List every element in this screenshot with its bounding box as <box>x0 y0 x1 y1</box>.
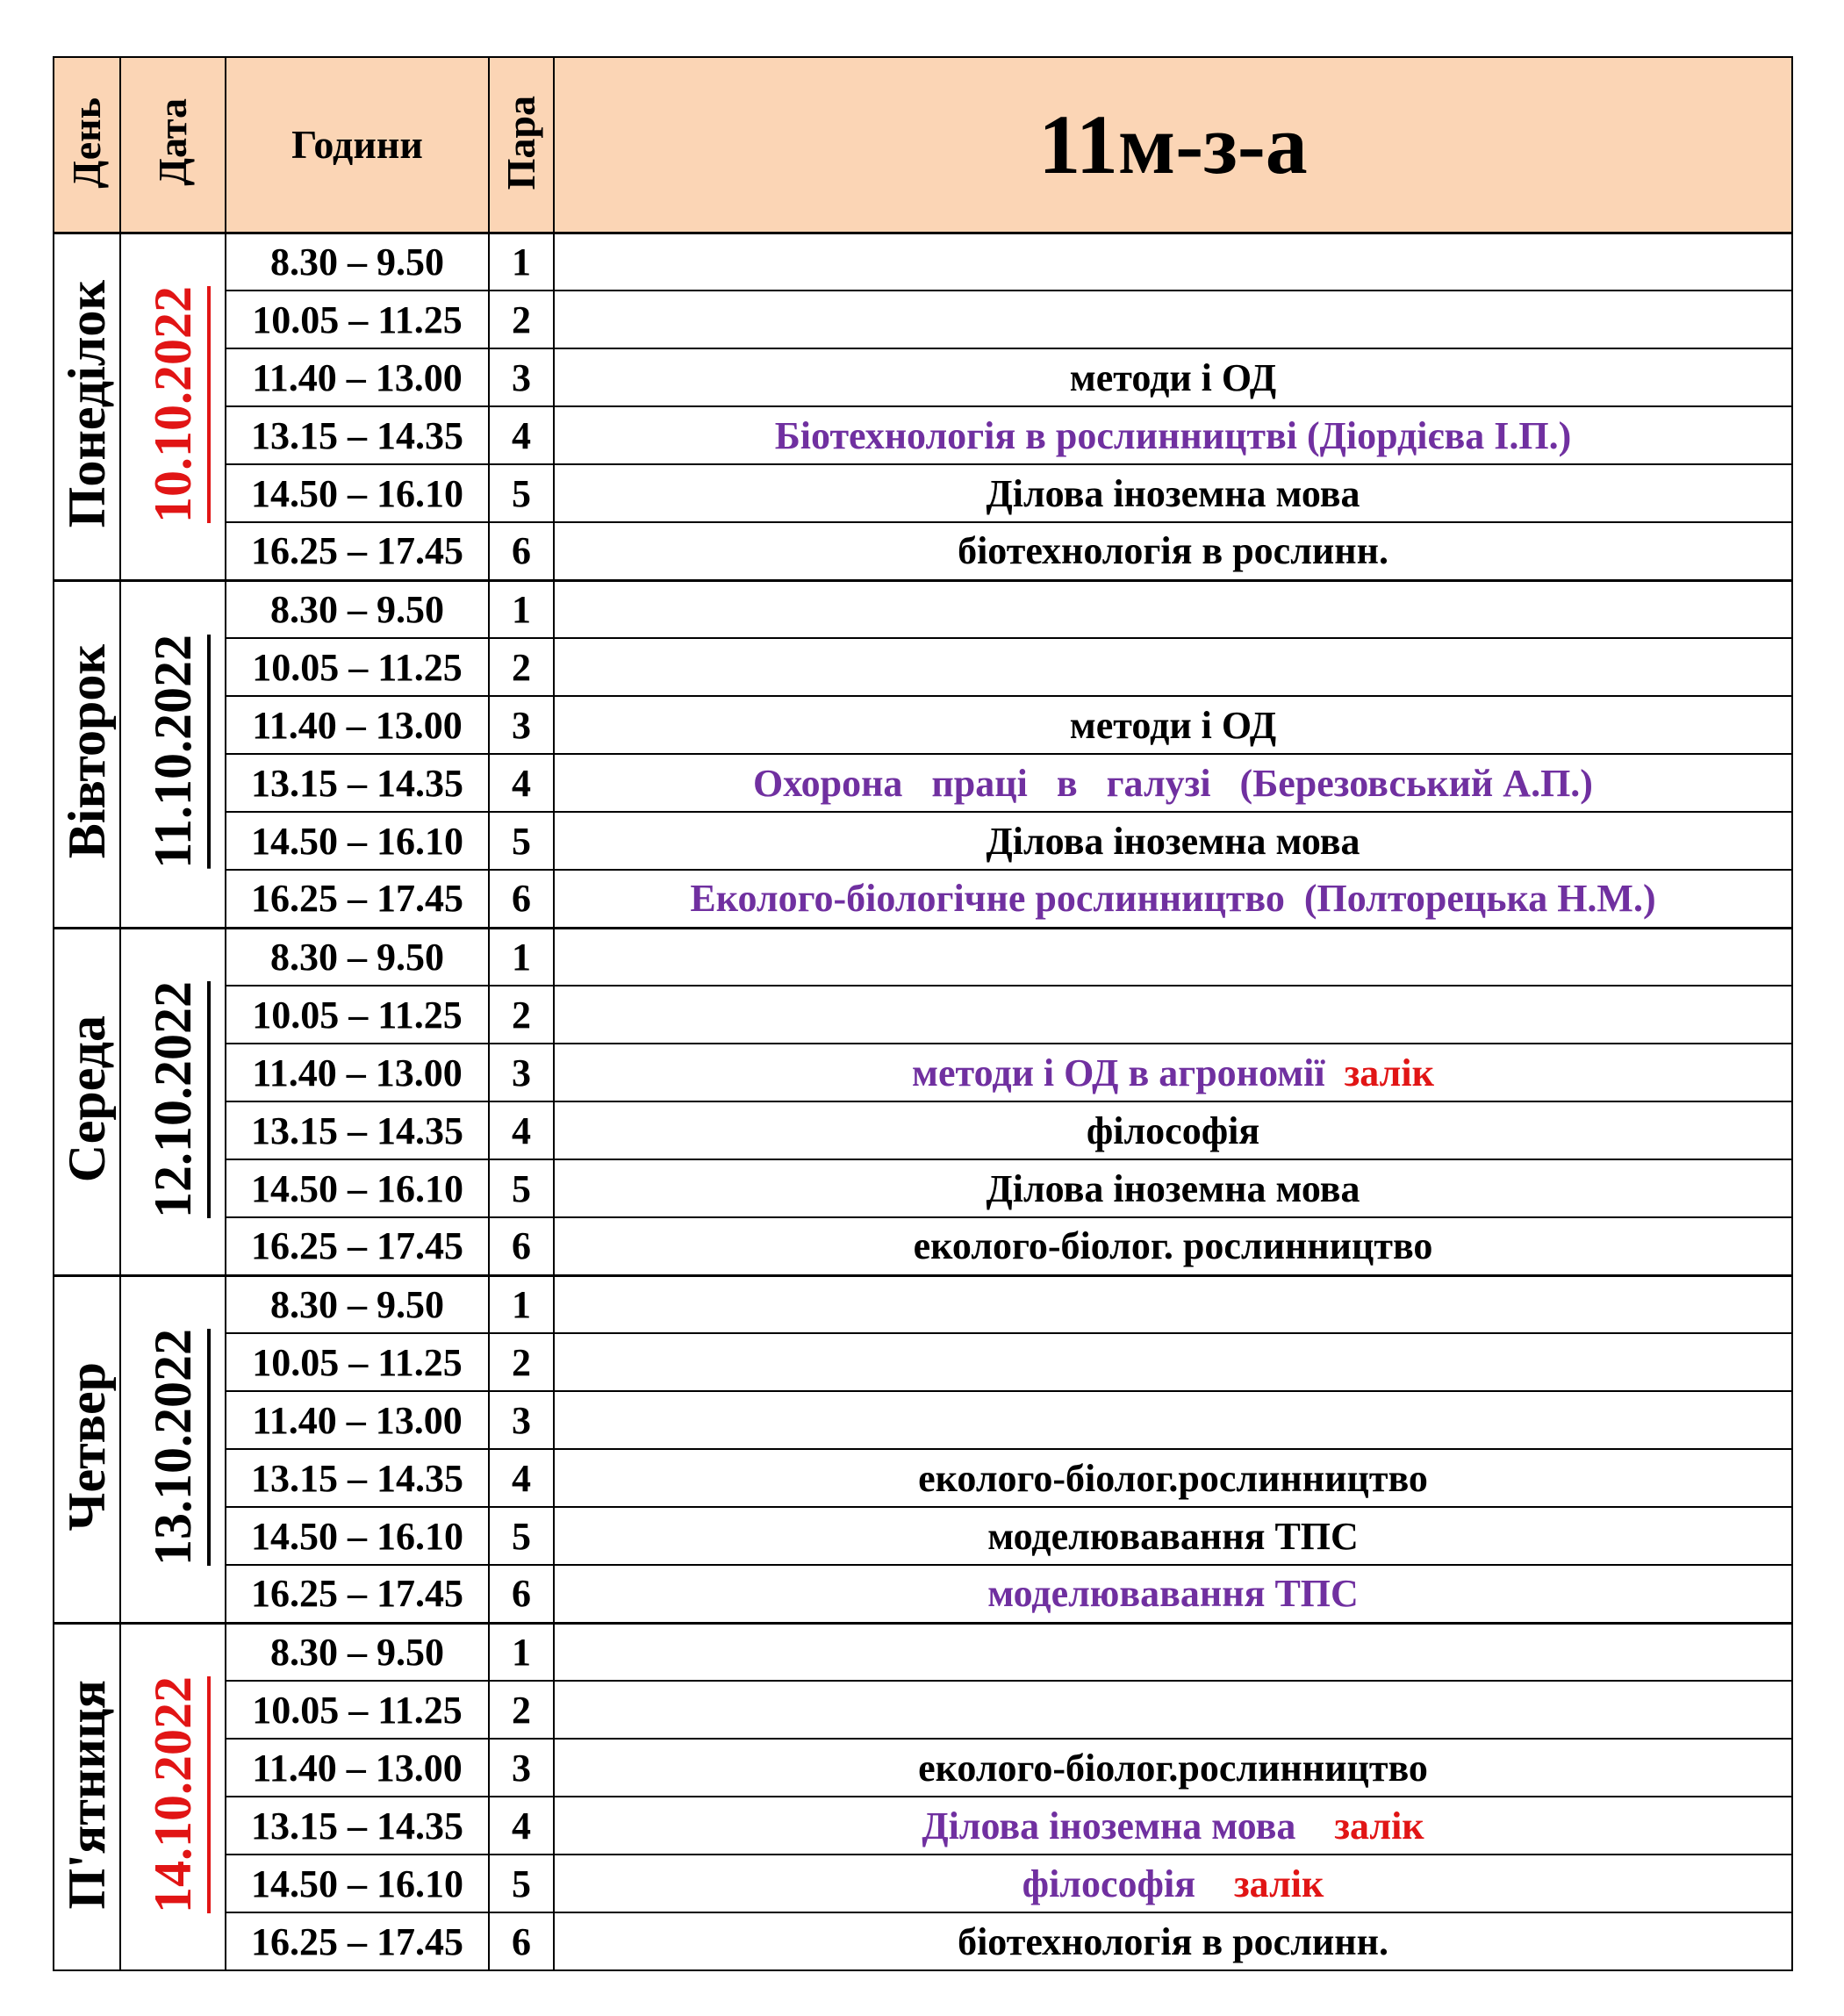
lesson-row <box>54 1101 1792 1159</box>
lesson-row <box>54 1391 1792 1449</box>
lesson-time: 13.15 – 14.35 <box>226 754 489 812</box>
lesson-time: 11.40 – 13.00 <box>226 1044 489 1101</box>
lesson-time: 14.50 – 16.10 <box>226 1855 489 1912</box>
date-text: 13.10.2022 <box>144 1328 202 1566</box>
lesson-pair-number: 2 <box>489 638 554 696</box>
lesson-row <box>54 406 1792 464</box>
lesson-subject <box>554 233 1792 291</box>
lesson-subject <box>554 291 1792 348</box>
lesson-time: 8.30 – 9.50 <box>226 1275 489 1333</box>
day-cell <box>54 580 120 928</box>
subject-text: методи і ОД <box>1069 703 1277 747</box>
lesson-time: 10.05 – 11.25 <box>226 1681 489 1739</box>
subject-text: еколого-біолог.рослинництво <box>918 1456 1428 1500</box>
lesson-time: 10.05 – 11.25 <box>226 986 489 1044</box>
lesson-time: 16.25 – 17.45 <box>226 1565 489 1623</box>
lesson-subject <box>554 1681 1792 1739</box>
lesson-pair-number: 4 <box>489 754 554 812</box>
lesson-row <box>54 1217 1792 1275</box>
lesson-subject <box>554 1507 1792 1565</box>
lesson-subject <box>554 928 1792 986</box>
subject-text: Біотехнологія в рослинництві (Діордієва І.П.) <box>774 413 1572 457</box>
lesson-pair-number: 2 <box>489 986 554 1044</box>
lesson-time: 16.25 – 17.45 <box>226 870 489 928</box>
lesson-subject <box>554 522 1792 580</box>
lesson-subject <box>554 1101 1792 1159</box>
lesson-row <box>54 1449 1792 1507</box>
lesson-time: 8.30 – 9.50 <box>226 928 489 986</box>
header-date <box>120 57 226 233</box>
subject-text: еколого-біолог. рослинництво <box>913 1224 1433 1268</box>
lesson-row <box>54 1333 1792 1391</box>
lesson-time: 14.50 – 16.10 <box>226 812 489 870</box>
lesson-time: 16.25 – 17.45 <box>226 1912 489 1970</box>
lesson-row <box>54 696 1792 754</box>
lesson-row <box>54 464 1792 522</box>
lesson-subject <box>554 1797 1792 1855</box>
day-cell <box>54 1275 120 1623</box>
day-cell <box>54 1623 120 1970</box>
lesson-subject <box>554 464 1792 522</box>
lesson-row <box>54 1912 1792 1970</box>
lesson-subject <box>554 1391 1792 1449</box>
lesson-pair-number: 5 <box>489 464 554 522</box>
lesson-time: 13.15 – 14.35 <box>226 406 489 464</box>
lesson-time: 8.30 – 9.50 <box>226 1623 489 1681</box>
day-name: П'ятниця <box>58 1680 116 1910</box>
lesson-pair-number: 4 <box>489 1797 554 1855</box>
date-text: 10.10.2022 <box>144 285 202 523</box>
lesson-subject <box>554 406 1792 464</box>
lesson-pair-number: 5 <box>489 812 554 870</box>
lesson-row <box>54 870 1792 928</box>
header-group: 11м-з-а <box>554 57 1792 233</box>
date-cell <box>120 580 226 928</box>
lesson-time: 13.15 – 14.35 <box>226 1449 489 1507</box>
subject-text: методи і ОД в агрономії <box>912 1051 1345 1094</box>
subject-text: моделювавання ТПС <box>987 1514 1359 1558</box>
lesson-subject <box>554 580 1792 638</box>
date-cell <box>120 233 226 580</box>
lesson-subject <box>554 1739 1792 1797</box>
lesson-pair-number: 2 <box>489 1681 554 1739</box>
day-name: Середа <box>58 1015 116 1183</box>
day-name: Понеділок <box>58 280 116 528</box>
lesson-time: 8.30 – 9.50 <box>226 580 489 638</box>
lesson-pair-number: 1 <box>489 1275 554 1333</box>
date-cell <box>120 928 226 1275</box>
date-text: 12.10.2022 <box>144 980 202 1218</box>
lesson-pair-number: 6 <box>489 1912 554 1970</box>
lesson-row <box>54 1623 1792 1681</box>
lesson-subject <box>554 1044 1792 1101</box>
header-day <box>54 57 120 233</box>
day-name: Вівторок <box>58 644 116 859</box>
lesson-subject <box>554 696 1792 754</box>
header-day-label: День <box>64 97 109 188</box>
lesson-time: 14.50 – 16.10 <box>226 1159 489 1217</box>
lesson-row <box>54 291 1792 348</box>
lesson-time: 14.50 – 16.10 <box>226 1507 489 1565</box>
subject-text: біотехнологія в рослинн. <box>958 529 1388 573</box>
lesson-subject <box>554 348 1792 406</box>
subject-text: еколого-біолог.рослинництво <box>918 1746 1428 1790</box>
lesson-row <box>54 1159 1792 1217</box>
lesson-subject <box>554 1912 1792 1970</box>
lesson-subject <box>554 1333 1792 1391</box>
subject-text: філософія <box>1022 1862 1234 1905</box>
lesson-pair-number: 6 <box>489 1565 554 1623</box>
schedule-body <box>54 233 1792 1970</box>
lesson-time: 14.50 – 16.10 <box>226 464 489 522</box>
date-text: 11.10.2022 <box>144 635 202 869</box>
lesson-pair-number: 1 <box>489 928 554 986</box>
day-name: Четвер <box>58 1362 116 1532</box>
lesson-subject <box>554 1623 1792 1681</box>
date-text: 14.10.2022 <box>144 1675 202 1913</box>
subject-text: Ділова іноземна мова <box>986 1166 1360 1210</box>
schedule-table <box>53 56 1793 1971</box>
lesson-time: 11.40 – 13.00 <box>226 696 489 754</box>
lesson-pair-number: 1 <box>489 233 554 291</box>
subject-text: філософія <box>1086 1108 1260 1152</box>
lesson-pair-number: 6 <box>489 1217 554 1275</box>
lesson-row <box>54 812 1792 870</box>
header-pair <box>489 57 554 233</box>
lesson-pair-number: 3 <box>489 348 554 406</box>
lesson-row <box>54 1855 1792 1912</box>
lesson-time: 10.05 – 11.25 <box>226 1333 489 1391</box>
lesson-time: 10.05 – 11.25 <box>226 638 489 696</box>
exam-badge: залік <box>1334 1804 1424 1847</box>
lesson-pair-number: 5 <box>489 1159 554 1217</box>
lesson-time: 16.25 – 17.45 <box>226 1217 489 1275</box>
lesson-pair-number: 3 <box>489 1739 554 1797</box>
lesson-row <box>54 1507 1792 1565</box>
lesson-subject <box>554 1449 1792 1507</box>
lesson-subject <box>554 1565 1792 1623</box>
lesson-subject <box>554 870 1792 928</box>
lesson-pair-number: 5 <box>489 1507 554 1565</box>
lesson-row <box>54 233 1792 291</box>
lesson-row <box>54 1797 1792 1855</box>
exam-badge: залік <box>1344 1051 1434 1094</box>
lesson-time: 11.40 – 13.00 <box>226 1391 489 1449</box>
lesson-subject <box>554 1159 1792 1217</box>
lesson-pair-number: 1 <box>489 580 554 638</box>
lesson-subject <box>554 1217 1792 1275</box>
header-pair-label: Пара <box>499 95 543 190</box>
lesson-row <box>54 1681 1792 1739</box>
lesson-pair-number: 3 <box>489 1391 554 1449</box>
subject-text: біотехнологія в рослинн. <box>958 1919 1388 1963</box>
lesson-subject <box>554 986 1792 1044</box>
date-cell <box>120 1623 226 1970</box>
lesson-pair-number: 2 <box>489 1333 554 1391</box>
lesson-time: 11.40 – 13.00 <box>226 348 489 406</box>
lesson-pair-number: 6 <box>489 522 554 580</box>
day-cell <box>54 233 120 580</box>
lesson-row <box>54 348 1792 406</box>
header-date-label: Дата <box>150 98 195 187</box>
subject-text: моделювавання ТПС <box>987 1572 1359 1616</box>
subject-text: Ділова іноземна мова <box>922 1804 1335 1847</box>
lesson-time: 13.15 – 14.35 <box>226 1797 489 1855</box>
subject-text: Охорона праці в галузі (Березовський А.П.) <box>753 761 1593 805</box>
day-cell <box>54 928 120 1275</box>
lesson-subject <box>554 1275 1792 1333</box>
lesson-time: 13.15 – 14.35 <box>226 1101 489 1159</box>
lesson-time: 16.25 – 17.45 <box>226 522 489 580</box>
lesson-time: 10.05 – 11.25 <box>226 291 489 348</box>
date-cell <box>120 1275 226 1623</box>
lesson-row <box>54 754 1792 812</box>
lesson-pair-number: 4 <box>489 1101 554 1159</box>
lesson-row <box>54 638 1792 696</box>
lesson-subject <box>554 754 1792 812</box>
lesson-pair-number: 3 <box>489 696 554 754</box>
subject-text: Ділова іноземна мова <box>986 819 1360 863</box>
lesson-pair-number: 3 <box>489 1044 554 1101</box>
exam-badge: залік <box>1234 1862 1324 1905</box>
lesson-time: 11.40 – 13.00 <box>226 1739 489 1797</box>
lesson-pair-number: 1 <box>489 1623 554 1681</box>
subject-text: Еколого-біологічне рослинництво (Полторецька Н.М.) <box>690 877 1656 921</box>
lesson-pair-number: 4 <box>489 406 554 464</box>
lesson-row <box>54 522 1792 580</box>
lesson-row <box>54 580 1792 638</box>
lesson-row <box>54 928 1792 986</box>
header-hours: Години <box>226 57 489 233</box>
lesson-row <box>54 986 1792 1044</box>
lesson-subject <box>554 1855 1792 1912</box>
lesson-subject <box>554 638 1792 696</box>
subject-text: методи і ОД <box>1069 355 1277 399</box>
lesson-row <box>54 1275 1792 1333</box>
lesson-row <box>54 1739 1792 1797</box>
lesson-pair-number: 4 <box>489 1449 554 1507</box>
subject-text: Ділова іноземна мова <box>986 471 1360 515</box>
header-row <box>54 57 1792 233</box>
lesson-pair-number: 2 <box>489 291 554 348</box>
lesson-pair-number: 6 <box>489 870 554 928</box>
lesson-row <box>54 1044 1792 1101</box>
lesson-row <box>54 1565 1792 1623</box>
lesson-pair-number: 5 <box>489 1855 554 1912</box>
lesson-time: 8.30 – 9.50 <box>226 233 489 291</box>
lesson-subject <box>554 812 1792 870</box>
